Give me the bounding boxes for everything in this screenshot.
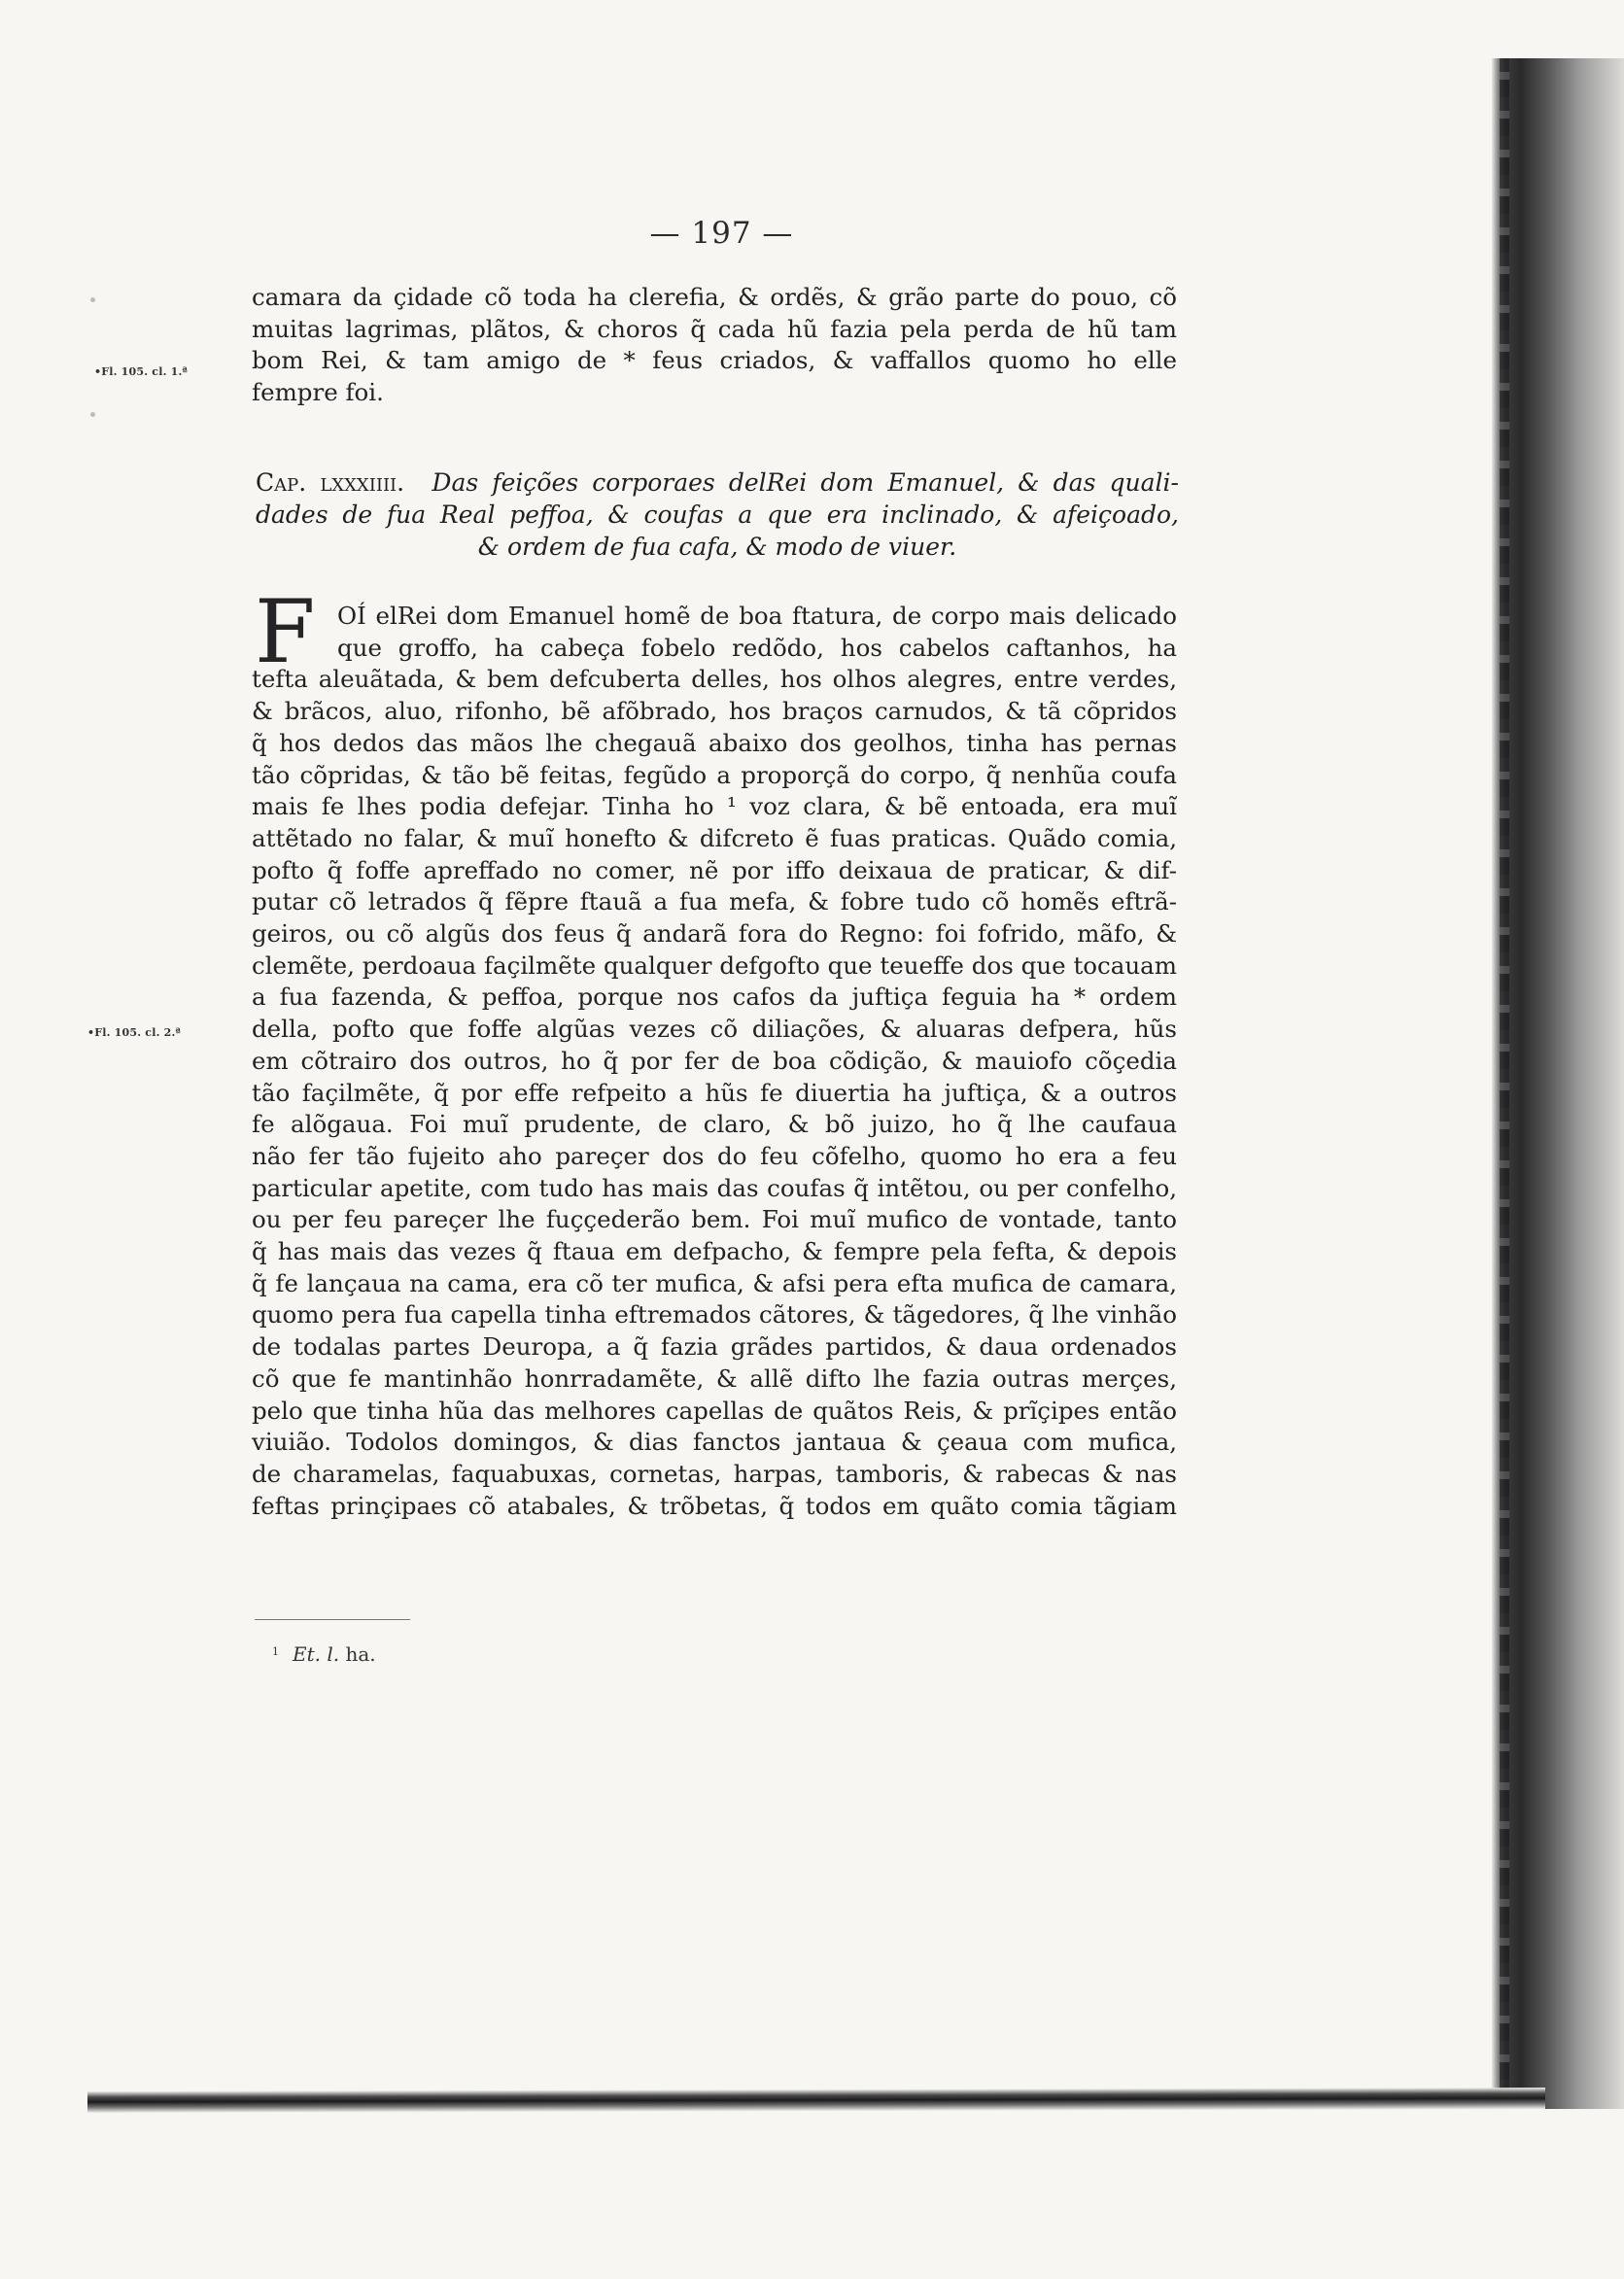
text-line: mais fe lhes podia defejar. Tinha ho ¹ voz clara, & bẽ entoada, era muĩ (252, 792, 1177, 821)
text-line: della, pofto que foffe algũas vezes cõ diliações, & aluaras defpera, hũs (252, 1015, 1177, 1044)
footnote (272, 1642, 376, 1666)
text-line: tão façilmẽte, q̃ por effe refpeito a hũs fe diuertia ha juftiça, & a outros (252, 1078, 1177, 1107)
text-line: tefta aleuãtada, & bem defcuberta delles, hos olhos alegres, entre verdes, (252, 665, 1177, 694)
scan-page-edge-bottom (87, 2088, 1545, 2113)
footnote-text-italic: Et. l. (293, 1642, 340, 1666)
text-line: q̃ fe lançaua na cama, era cõ ter mufica, & afsi pera efta mufica de camara, (252, 1268, 1177, 1297)
text-line: ou per feu pareçer lhe fuççederão bem. Foi muĩ mufico de vontade, tanto (252, 1205, 1177, 1234)
chapter-heading-line-1 (256, 466, 1179, 499)
margin-note-folio-2: •Fl. 105. cl. 2.ª (87, 1026, 182, 1039)
text-line: putar cõ letrados q̃ fẽpre ftauã a fua mefa, & fobre tudo cõ homẽs eftrã- (252, 887, 1177, 916)
text-line: de todalas partes Deuropa, a q̃ fazia grãdes partidos, & daua ordenados (252, 1332, 1177, 1362)
chapter-title-line: Das feições corporaes delRei dom Emanuel, & das quali- (432, 468, 1179, 497)
text-line: pelo que tinha hũa das melhores capellas de quãtos Reis, & prĩçipes então (252, 1396, 1177, 1425)
scan-speck (90, 412, 95, 417)
text-line: quomo pera fua capella tinha eftremados cãtores, & tãgedores, q̃ lhe vinhão (252, 1300, 1177, 1329)
margin-note-folio-1: •Fl. 105. cl. 1.ª (94, 365, 189, 378)
text-line: fe alõgaua. Foi muĩ prudente, de claro, & bõ juizo, ho q̃ lhe caufaua (252, 1110, 1177, 1139)
text-line: feftas prinçipaes cõ atabales, & trõbetas, q̃ todos em quãto comia tãgiam (252, 1491, 1177, 1520)
text-line: não fer tão fujeito aho pareçer dos do feu cõfelho, quomo ho era a feu (252, 1141, 1177, 1170)
text-line: pofto q̃ foffe apreffado no comer, nẽ por iffo deixaua de praticar, & dif- (252, 855, 1177, 884)
text-line: q̃ has mais das vezes q̃ ftaua em defpacho, & fempre pela fefta, & depois (252, 1237, 1177, 1266)
chapter-label: Cap. lxxxiiii. (256, 468, 405, 497)
text-line: fempre foi. (252, 378, 384, 407)
footnote-text: ha. (345, 1642, 376, 1666)
text-line: bom Rei, & tam amigo de * feus criados, & vaffallos quomo ho elle (252, 346, 1177, 375)
text-line: geiros, ou cõ algũs dos feus q̃ andarã fora do Regno: foi fofrido, mãfo, & (252, 919, 1177, 949)
text-line: q̃ hos dedos das mãos lhe chegauã abaixo dos geolhos, tinha has pernas (252, 728, 1177, 757)
footnote-mark: 1 (272, 1645, 279, 1658)
text-line: OÍ elRei dom Emanuel homẽ de boa ftatura, de corpo mais delicado (337, 602, 1177, 630)
chapter-title-line: dades de fua Real peffoa, & coufas a que era inclinado, & afeiçoado, (256, 501, 1179, 529)
text-line: clemẽte, perdoaua façilmẽte qualquer defgofto que teueffe dos que tocauam (252, 950, 1177, 980)
page-number: — 197 — (649, 216, 794, 251)
text-line: em cõtrairo dos outros, ho q̃ por fer de boa cõdição, & mauiofo cõçedia (252, 1046, 1177, 1075)
chapter-title-line: & ordem de fua cafa, & modo de viuer. (477, 533, 957, 561)
text-line: camara da çidade cõ toda ha clerefia, & ordẽs, & grão parte do pouo, cõ (252, 283, 1177, 311)
text-line: que groffo, ha cabeça fobelo redõdo, hos cabelos caftanhos, ha (337, 633, 1177, 662)
scan-page-edge-right (1492, 58, 1624, 2109)
top-paragraph (252, 282, 1177, 409)
text-line: viuião. Todolos domingos, & dias fanctos jantaua & çeaua com mufica, (252, 1428, 1177, 1457)
body-paragraph (252, 601, 1177, 1522)
drop-cap-letter: F (255, 581, 316, 683)
text-line: attẽtado no falar, & muĩ honefto & difcreto ẽ fuas praticas. Quãdo comia, (252, 823, 1177, 852)
footnote-rule (255, 1619, 410, 1620)
text-line: particular apetite, com tudo has mais das coufas q̃ intẽtou, ou per confelho, (252, 1173, 1177, 1202)
chapter-heading (256, 466, 1179, 563)
text-line: muitas lagrimas, plãtos, & choros q̃ cada hũ fazia pela perda de hũ tam (252, 314, 1177, 343)
text-line: cõ que fe mantinhão honrradamẽte, & allẽ difto lhe fazia outras merçes, (252, 1364, 1177, 1393)
scan-speck (90, 297, 95, 302)
text-line: de charamelas, faquabuxas, cornetas, harpas, tamboris, & rabecas & nas (252, 1459, 1177, 1488)
text-line: tão cõpridas, & tão bẽ feitas, fegũdo a proporçã do corpo, q̃ nenhũa coufa (252, 760, 1177, 789)
text-line: & brãcos, aluo, rifonho, bẽ afõbrado, hos braços carnudos, & tã cõpridos (252, 697, 1177, 726)
text-line: a fua fazenda, & peffoa, porque nos cafos da juftiça feguia ha * ordem (252, 983, 1177, 1012)
